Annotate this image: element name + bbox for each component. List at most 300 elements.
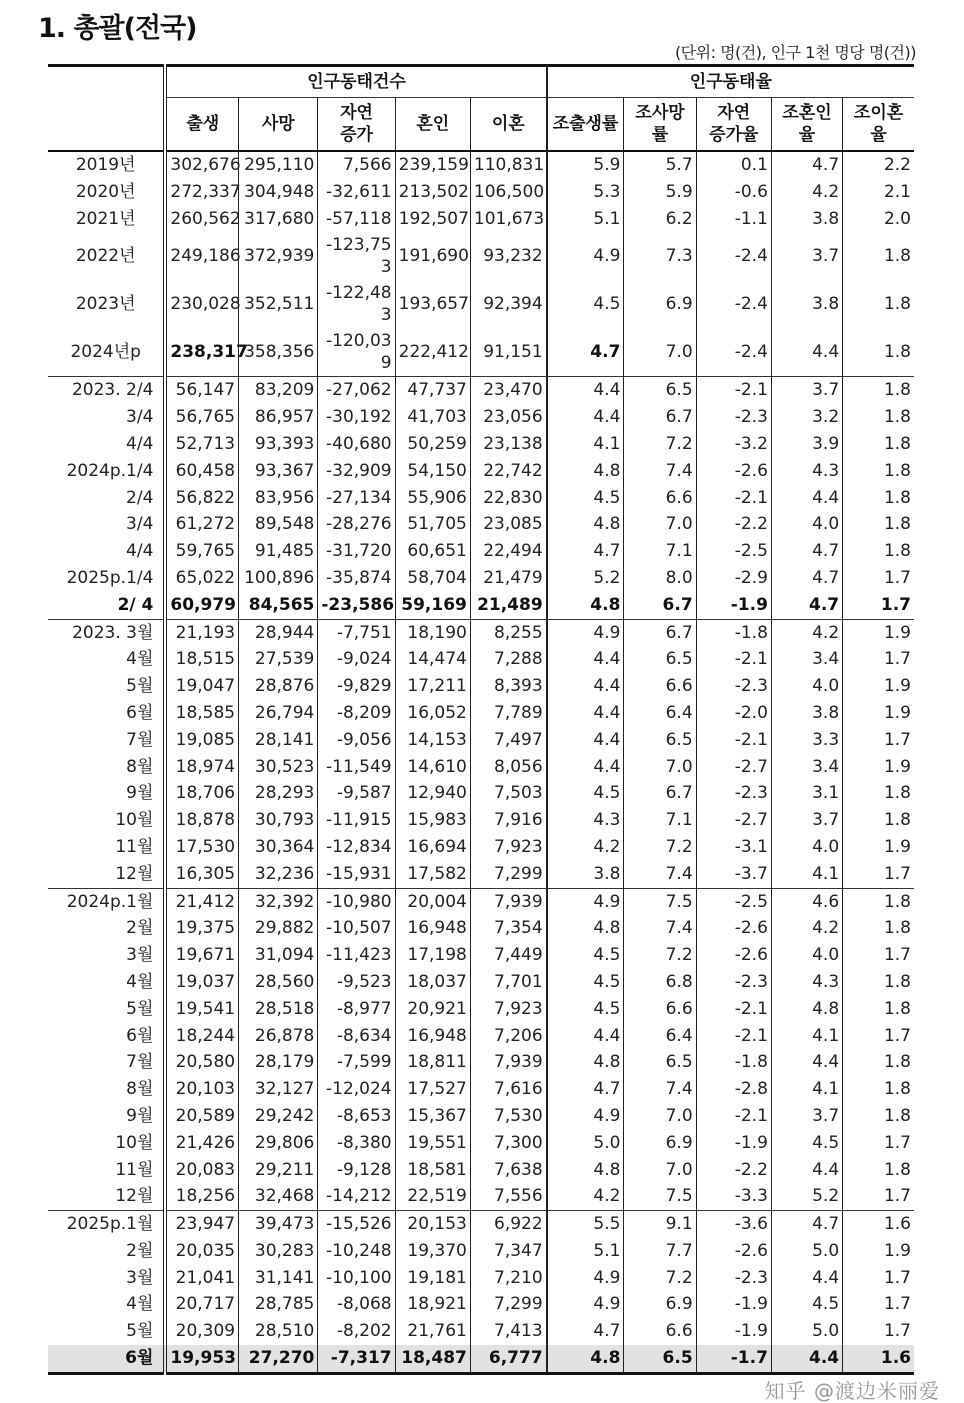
cell-value: 7,210 [470, 1265, 546, 1292]
cell-value: 32,127 [239, 1076, 318, 1103]
cell-value: 2.1 [843, 179, 914, 206]
table-row [48, 151, 914, 179]
cell-value: 7,299 [470, 1291, 546, 1318]
cell-value: -1.9 [696, 1130, 771, 1157]
cell-value: -2.6 [696, 1238, 771, 1265]
cell-value: -7,751 [318, 619, 395, 646]
cell-value: 6.5 [624, 1345, 696, 1373]
cell-value: -9,523 [318, 969, 395, 996]
cell-value: 6.7 [624, 592, 696, 619]
cell-value: 7,354 [470, 915, 546, 942]
table-row [48, 700, 914, 727]
row-label: 4월 [126, 971, 154, 992]
vital-statistics-table [48, 64, 914, 1375]
cell-value: -8,380 [318, 1130, 395, 1157]
cell-value: 4.2 [771, 179, 842, 206]
cell-value: 7.5 [624, 888, 696, 915]
cell-value: 29,242 [239, 1103, 318, 1130]
cell-value: 3.7 [771, 807, 842, 834]
cell-value: 27,539 [239, 646, 318, 673]
row-label: 2023년 [75, 294, 136, 315]
cell-value: -2.3 [696, 1265, 771, 1292]
cell-value: 4.4 [771, 1157, 842, 1184]
row-label: 2월 [126, 918, 154, 939]
cell-value: 7,530 [470, 1103, 546, 1130]
cell-value: -2.1 [696, 1023, 771, 1050]
cell-value: 4.4 [547, 754, 624, 781]
cell-value: -3.1 [696, 834, 771, 861]
cell-value: 16,948 [395, 915, 470, 942]
cell-value: 7,556 [470, 1183, 546, 1210]
row-label: 8월 [126, 1079, 154, 1100]
cell-value: 4.8 [771, 996, 842, 1023]
cell-value: 7,923 [470, 996, 546, 1023]
cell-value: -2.9 [696, 565, 771, 592]
row-label: 2020년 [75, 181, 136, 202]
row-label: 3월 [126, 945, 154, 966]
cell-value: -122,483 [318, 280, 395, 328]
table-row [48, 996, 914, 1023]
cell-value: -15,526 [318, 1211, 395, 1238]
cell-value: 39,473 [239, 1211, 318, 1238]
cell-value: 20,309 [165, 1318, 238, 1345]
cell-value: 16,052 [395, 700, 470, 727]
row-label: 12월 [115, 1186, 154, 1207]
cell-value: 41,703 [395, 404, 470, 431]
table-row [48, 1157, 914, 1184]
table-row [48, 1130, 914, 1157]
cell-value: -2.6 [696, 915, 771, 942]
cell-value: 4.9 [547, 1265, 624, 1292]
cell-value: 1.6 [843, 1211, 914, 1238]
cell-value: 7,701 [470, 969, 546, 996]
cell-value: 5.1 [547, 1238, 624, 1265]
cell-value: 28,518 [239, 996, 318, 1023]
cell-value: 93,232 [470, 232, 546, 280]
cell-value: 61,272 [165, 511, 238, 538]
row-label: 11월 [115, 836, 154, 857]
cell-value: -35,874 [318, 565, 395, 592]
cell-value: -2.1 [696, 996, 771, 1023]
cell-value: 7.4 [624, 1076, 696, 1103]
cell-value: 4.5 [547, 780, 624, 807]
table-row [48, 861, 914, 888]
cell-value: 7.0 [624, 754, 696, 781]
cell-value: -8,653 [318, 1103, 395, 1130]
cell-value: 28,293 [239, 780, 318, 807]
column-header: 조사망률 [624, 98, 696, 152]
cell-value: 60,458 [165, 458, 238, 485]
cell-value: 54,150 [395, 458, 470, 485]
cell-value: -120,039 [318, 328, 395, 377]
cell-value: 18,585 [165, 700, 238, 727]
cell-value: 20,083 [165, 1157, 238, 1184]
table-row [48, 888, 914, 915]
cell-value: 20,035 [165, 1238, 238, 1265]
cell-value: -8,634 [318, 1023, 395, 1050]
cell-value: 60,979 [165, 592, 238, 619]
cell-value: 16,305 [165, 861, 238, 888]
cell-value: 4.5 [771, 1130, 842, 1157]
cell-value: 1.8 [843, 807, 914, 834]
cell-value: -8,209 [318, 700, 395, 727]
row-label: 6월 [126, 702, 154, 723]
cell-value: 15,367 [395, 1103, 470, 1130]
row-label: 5월 [126, 998, 154, 1019]
cell-value: 19,671 [165, 942, 238, 969]
table-row [48, 458, 914, 485]
cell-value: 4.2 [771, 915, 842, 942]
cell-value: 4.9 [547, 888, 624, 915]
cell-value: 106,500 [470, 179, 546, 206]
cell-value: 8,255 [470, 619, 546, 646]
table-body [48, 151, 914, 1373]
cell-value: -0.6 [696, 179, 771, 206]
cell-value: 6.9 [624, 1291, 696, 1318]
cell-value: 260,562 [165, 206, 238, 233]
table-row [48, 206, 914, 233]
cell-value: 92,394 [470, 280, 546, 328]
cell-value: 3.3 [771, 727, 842, 754]
table-row [48, 565, 914, 592]
cell-value: 4.9 [547, 232, 624, 280]
cell-value: 7,939 [470, 1049, 546, 1076]
cell-value: 0.1 [696, 151, 771, 179]
cell-value: 23,056 [470, 404, 546, 431]
cell-value: 1.8 [843, 1103, 914, 1130]
cell-value: 27,270 [239, 1345, 318, 1373]
cell-value: 4.4 [547, 1023, 624, 1050]
cell-value: -15,931 [318, 861, 395, 888]
cell-value: 5.7 [624, 151, 696, 179]
cell-value: 28,785 [239, 1291, 318, 1318]
cell-value: 21,489 [470, 592, 546, 619]
cell-value: -10,980 [318, 888, 395, 915]
cell-value: 7.0 [624, 511, 696, 538]
cell-value: 21,479 [470, 565, 546, 592]
cell-value: 32,468 [239, 1183, 318, 1210]
table-row [48, 280, 914, 328]
cell-value: 20,153 [395, 1211, 470, 1238]
row-label: 2/4 [126, 487, 154, 508]
column-header: 혼인 [395, 98, 470, 152]
table-row [48, 1238, 914, 1265]
cell-value: -2.7 [696, 754, 771, 781]
cell-value: 8.0 [624, 565, 696, 592]
cell-value: 5.2 [547, 565, 624, 592]
cell-value: 4.4 [771, 1265, 842, 1292]
cell-value: 4.9 [547, 619, 624, 646]
row-label: 2019년 [48, 151, 165, 179]
cell-value: 4.9 [547, 1291, 624, 1318]
cell-value: -2.5 [696, 538, 771, 565]
cell-value: 7,206 [470, 1023, 546, 1050]
row-label: 3월 [126, 1267, 154, 1288]
cell-value: 19,541 [165, 996, 238, 1023]
cell-value: 6.9 [624, 280, 696, 328]
cell-value: 19,551 [395, 1130, 470, 1157]
table-row [48, 377, 914, 404]
cell-value: 20,717 [165, 1291, 238, 1318]
cell-value: 4.4 [547, 673, 624, 700]
cell-value: 20,580 [165, 1049, 238, 1076]
cell-value: -23,586 [318, 592, 395, 619]
cell-value: 22,830 [470, 485, 546, 512]
cell-value: 4.5 [547, 969, 624, 996]
cell-value: 6.6 [624, 1318, 696, 1345]
cell-value: 7.4 [624, 915, 696, 942]
cell-value: 17,530 [165, 834, 238, 861]
cell-value: 4.7 [547, 538, 624, 565]
cell-value: 1.7 [843, 646, 914, 673]
cell-value: 5.1 [547, 206, 624, 233]
row-label: 2/ 4 [117, 594, 154, 615]
column-header: 자연 증가 [318, 98, 395, 152]
cell-value: 18,878 [165, 807, 238, 834]
cell-value: 4.2 [547, 834, 624, 861]
cell-value: 1.9 [843, 673, 914, 700]
cell-value: 4.4 [547, 646, 624, 673]
cell-value: 83,209 [239, 377, 318, 404]
cell-value: 6.5 [624, 727, 696, 754]
row-label: 2023. 3월 [48, 619, 165, 646]
cell-value: 1.6 [843, 1345, 914, 1373]
cell-value: 302,676 [165, 151, 238, 179]
cell-value: 4.7 [547, 328, 624, 377]
cell-value: 4.0 [771, 673, 842, 700]
cell-value: 26,794 [239, 700, 318, 727]
unit-note: (단위: 명(건), 인구 1천 명당 명(건)) [674, 43, 916, 62]
cell-value: 1.9 [843, 834, 914, 861]
cell-value: 4.0 [771, 834, 842, 861]
table-row [48, 727, 914, 754]
row-label: 8월 [126, 756, 154, 777]
cell-value: 4.4 [547, 377, 624, 404]
cell-value: 3.8 [771, 206, 842, 233]
cell-value: 9.1 [624, 1211, 696, 1238]
cell-value: 3.8 [547, 861, 624, 888]
cell-value: -10,100 [318, 1265, 395, 1292]
cell-value: 4.2 [771, 619, 842, 646]
cell-value: 7,347 [470, 1238, 546, 1265]
cell-value: 56,147 [165, 377, 238, 404]
cell-value: -7,599 [318, 1049, 395, 1076]
row-label: 6월 [126, 1025, 154, 1046]
cell-value: 239,159 [395, 151, 470, 179]
column-header: 자연 증가율 [696, 98, 771, 152]
cell-value: -12,024 [318, 1076, 395, 1103]
cell-value: 4.8 [547, 458, 624, 485]
cell-value: -9,829 [318, 673, 395, 700]
cell-value: 1.8 [843, 511, 914, 538]
row-label: 2월 [126, 1240, 154, 1261]
cell-value: -10,507 [318, 915, 395, 942]
table-row [48, 807, 914, 834]
cell-value: 28,179 [239, 1049, 318, 1076]
cell-value: -2.3 [696, 969, 771, 996]
cell-value: 4.4 [771, 485, 842, 512]
cell-value: -2.6 [696, 458, 771, 485]
cell-value: 4.8 [547, 511, 624, 538]
cell-value: 22,494 [470, 538, 546, 565]
cell-value: 4.9 [547, 1103, 624, 1130]
cell-value: 272,337 [165, 179, 238, 206]
column-header: 사망 [239, 98, 318, 152]
cell-value: 86,957 [239, 404, 318, 431]
cell-value: 6.5 [624, 1049, 696, 1076]
cell-value: 7,497 [470, 727, 546, 754]
cell-value: 19,037 [165, 969, 238, 996]
cell-value: -2.4 [696, 328, 771, 377]
table-row [48, 179, 914, 206]
table-row [48, 1023, 914, 1050]
cell-value: 1.7 [843, 1130, 914, 1157]
column-header: 조이혼율 [843, 98, 914, 152]
cell-value: -2.5 [696, 888, 771, 915]
cell-value: 59,169 [395, 592, 470, 619]
cell-value: 192,507 [395, 206, 470, 233]
cell-value: 5.0 [771, 1238, 842, 1265]
cell-value: 20,921 [395, 996, 470, 1023]
table-row [48, 915, 914, 942]
cell-value: 6.7 [624, 619, 696, 646]
row-label: 3/4 [126, 514, 154, 535]
cell-value: 30,523 [239, 754, 318, 781]
cell-value: 8,393 [470, 673, 546, 700]
table-row [48, 673, 914, 700]
cell-value: 16,948 [395, 1023, 470, 1050]
cell-value: 4.0 [771, 942, 842, 969]
cell-value: -9,128 [318, 1157, 395, 1184]
cell-value: 4.7 [771, 1211, 842, 1238]
cell-value: -2.1 [696, 1103, 771, 1130]
cell-value: 1.8 [843, 1049, 914, 1076]
table-row [48, 1291, 914, 1318]
cell-value: 30,364 [239, 834, 318, 861]
cell-value: 7,939 [470, 888, 546, 915]
cell-value: 55,906 [395, 485, 470, 512]
cell-value: 21,426 [165, 1130, 238, 1157]
cell-value: -9,587 [318, 780, 395, 807]
cell-value: 7.0 [624, 1103, 696, 1130]
cell-value: 1.9 [843, 700, 914, 727]
cell-value: 1.7 [843, 942, 914, 969]
cell-value: 20,589 [165, 1103, 238, 1130]
table-row [48, 538, 914, 565]
cell-value: 26,878 [239, 1023, 318, 1050]
cell-value: 23,947 [165, 1211, 238, 1238]
cell-value: -3.7 [696, 861, 771, 888]
row-label: 11월 [115, 1159, 154, 1180]
cell-value: 32,236 [239, 861, 318, 888]
cell-value: 4.3 [771, 458, 842, 485]
cell-value: 91,151 [470, 328, 546, 377]
cell-value: 3.2 [771, 404, 842, 431]
cell-value: 4.6 [771, 888, 842, 915]
cell-value: 1.8 [843, 458, 914, 485]
cell-value: 89,548 [239, 511, 318, 538]
cell-value: -32,611 [318, 179, 395, 206]
table-header [48, 66, 914, 152]
cell-value: 17,198 [395, 942, 470, 969]
column-header: 조혼인율 [771, 98, 842, 152]
cell-value: 3.4 [771, 646, 842, 673]
cell-value: 3.4 [771, 754, 842, 781]
cell-value: -1.9 [696, 1318, 771, 1345]
cell-value: 230,028 [165, 280, 238, 328]
cell-value: 358,356 [239, 328, 318, 377]
cell-value: 28,510 [239, 1318, 318, 1345]
cell-value: 7.0 [624, 1157, 696, 1184]
table-row [48, 646, 914, 673]
column-header: 조출생률 [547, 98, 624, 152]
cell-value: 222,412 [395, 328, 470, 377]
cell-value: 352,511 [239, 280, 318, 328]
cell-value: 1.8 [843, 996, 914, 1023]
cell-value: 7.7 [624, 1238, 696, 1265]
cell-value: 16,694 [395, 834, 470, 861]
cell-value: -2.3 [696, 780, 771, 807]
cell-value: 6.5 [624, 377, 696, 404]
cell-value: 12,940 [395, 780, 470, 807]
cell-value: 7,449 [470, 942, 546, 969]
cell-value: 4.8 [547, 915, 624, 942]
cell-value: 4.4 [771, 1345, 842, 1373]
cell-value: 23,470 [470, 377, 546, 404]
cell-value: 18,811 [395, 1049, 470, 1076]
cell-value: 1.8 [843, 1076, 914, 1103]
cell-value: 6,777 [470, 1345, 546, 1373]
cell-value: 18,256 [165, 1183, 238, 1210]
row-label: 2024p.1월 [48, 888, 165, 915]
row-label: 2021년 [75, 208, 136, 229]
cell-value: -11,915 [318, 807, 395, 834]
cell-value: -2.8 [696, 1076, 771, 1103]
row-label: 2023. 2/4 [48, 377, 165, 404]
cell-value: 65,022 [165, 565, 238, 592]
cell-value: -1.8 [696, 619, 771, 646]
cell-value: 4.8 [547, 1345, 624, 1373]
cell-value: 4.1 [547, 431, 624, 458]
cell-value: -1.9 [696, 1291, 771, 1318]
cell-value: -10,248 [318, 1238, 395, 1265]
header-corner [48, 66, 165, 152]
cell-value: 5.9 [547, 151, 624, 179]
cell-value: 1.7 [843, 565, 914, 592]
cell-value: -9,024 [318, 646, 395, 673]
cell-value: 4.5 [547, 280, 624, 328]
cell-value: 7.4 [624, 458, 696, 485]
cell-value: 1.8 [843, 404, 914, 431]
cell-value: 1.7 [843, 1265, 914, 1292]
row-label: 2025p.1/4 [66, 567, 154, 588]
cell-value: -2.6 [696, 942, 771, 969]
cell-value: 4.4 [771, 1049, 842, 1076]
cell-value: -3.2 [696, 431, 771, 458]
cell-value: 18,487 [395, 1345, 470, 1373]
cell-value: 4.7 [771, 538, 842, 565]
table-row [48, 969, 914, 996]
cell-value: 1.9 [843, 754, 914, 781]
cell-value: 30,793 [239, 807, 318, 834]
cell-value: 110,831 [470, 151, 546, 179]
cell-value: 31,094 [239, 942, 318, 969]
cell-value: -57,118 [318, 206, 395, 233]
cell-value: 7.1 [624, 807, 696, 834]
cell-value: 372,939 [239, 232, 318, 280]
cell-value: 1.7 [843, 1183, 914, 1210]
cell-value: -3.6 [696, 1211, 771, 1238]
